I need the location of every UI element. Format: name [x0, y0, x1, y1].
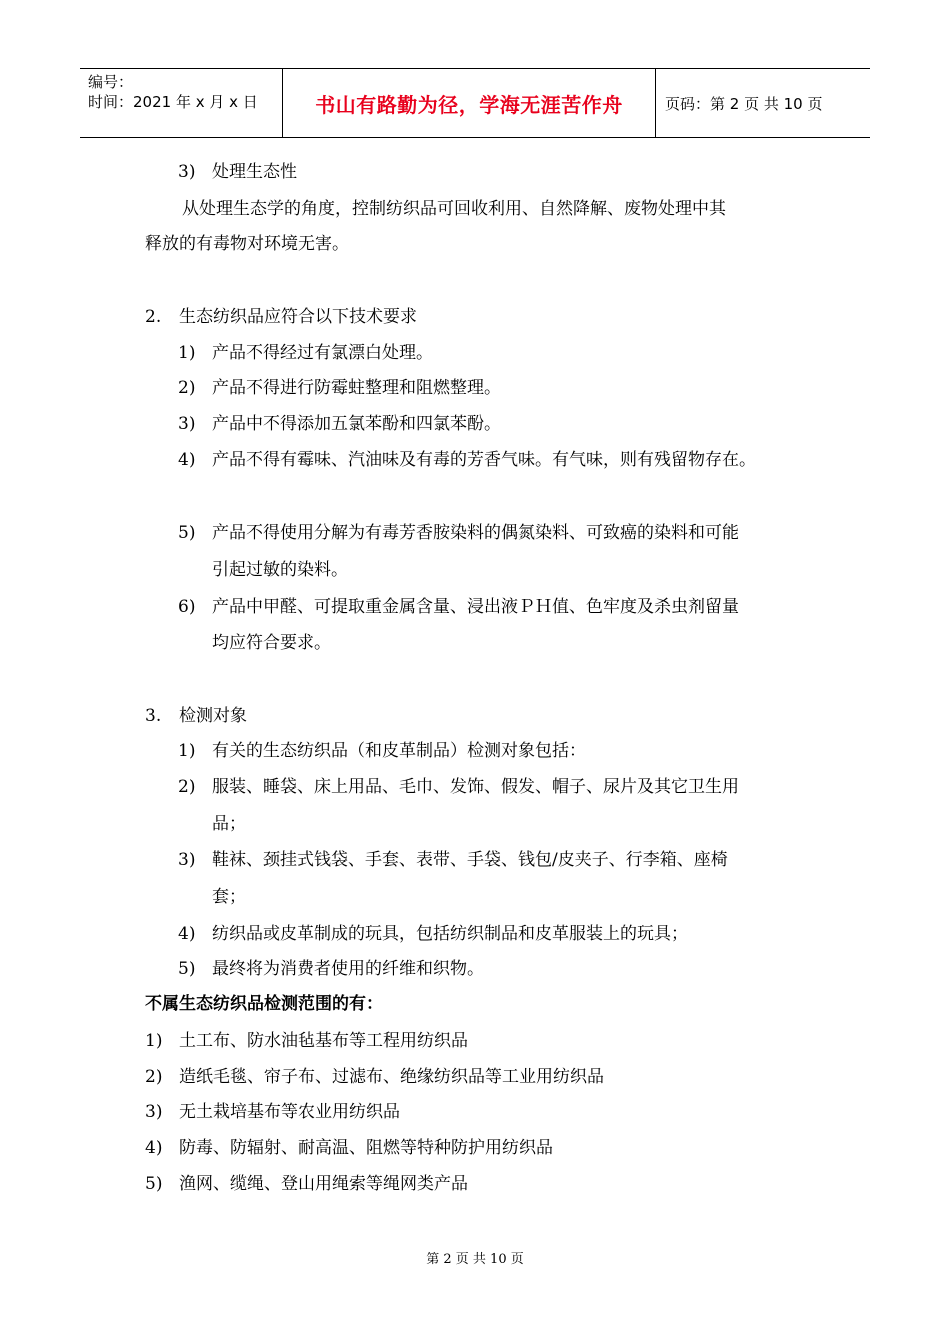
page-header: [80, 68, 870, 138]
item-continuation: 品；: [212, 814, 246, 834]
item-text: 最终将为消费者使用的纤维和织物。: [212, 959, 484, 979]
list-item: [178, 377, 501, 399]
motto-text: 书山有路勤为径，学海无涯苦作舟: [315, 92, 623, 117]
section-heading: [145, 705, 247, 727]
list-item: [178, 849, 728, 871]
list-item: [178, 161, 297, 183]
item-number: 2): [145, 1067, 163, 1087]
exclusions-heading: 不属生态纺织品检测范围的有：: [145, 994, 383, 1014]
item-text: 产品不得使用分解为有毒芳香胺染料的偶氮染料、可致癌的染料和可能: [212, 523, 739, 543]
item-text: 防毒、防辐射、耐高温、阻燃等特种防护用纺织品: [179, 1138, 553, 1158]
page-footer: 第 2 页 共 10 页: [426, 1252, 524, 1267]
item-number: 4): [178, 450, 196, 470]
list-item: [178, 776, 739, 798]
section-title: 检测对象: [179, 706, 247, 726]
item-number: 3): [145, 1102, 163, 1122]
item-text: 纺织品或皮革制成的玩具，包括纺织制品和皮革服装上的玩具；: [212, 924, 688, 944]
paragraph-line: 释放的有毒物对环境无害。: [145, 234, 349, 254]
list-item: [145, 1030, 468, 1052]
item-text: 有关的生态纺织品（和皮革制品）检测对象包括：: [212, 741, 586, 761]
section-title: 生态纺织品应符合以下技术要求: [179, 307, 417, 327]
list-item: [145, 1173, 468, 1195]
item-text: 无土栽培基布等农业用纺织品: [179, 1102, 400, 1122]
list-item: [145, 1066, 604, 1088]
list-item: [178, 342, 433, 364]
item-number: 2): [178, 378, 196, 398]
header-page-cell: [655, 69, 880, 137]
list-item: [178, 596, 739, 618]
page-number-label: 页码：第 2 页 共 10 页: [665, 94, 823, 113]
section-number: 3.: [145, 706, 162, 726]
item-text: 处理生态性: [212, 162, 297, 182]
item-number: 6): [178, 597, 196, 617]
item-text: 产品不得有霉味、汽油味及有毒的芳香气味。有气味，则有残留物存在。: [212, 450, 756, 470]
date-label: 时间：2021 年 x 月 x 日: [88, 93, 258, 111]
item-text: 服装、睡袋、床上用品、毛巾、发饰、假发、帽子、尿片及其它卫生用: [212, 777, 739, 797]
item-number: 5): [145, 1174, 163, 1194]
paragraph-line: 从处理生态学的角度，控制纺织品可回收利用、自然降解、废物处理中其: [182, 199, 726, 219]
list-item: [178, 740, 586, 762]
document-number-label: 编号：: [88, 73, 134, 91]
item-text: 产品中不得添加五氯苯酚和四氯苯酚。: [212, 414, 501, 434]
item-number: 3): [178, 414, 196, 434]
item-text: 产品不得经过有氯漂白处理。: [212, 343, 433, 363]
item-continuation: 引起过敏的染料。: [212, 560, 348, 580]
item-number: 1): [178, 741, 196, 761]
item-number: 3): [178, 850, 196, 870]
header-left-cell: [80, 69, 282, 137]
item-number: 4): [145, 1138, 163, 1158]
list-item: [178, 958, 484, 980]
item-text: 造纸毛毯、帘子布、过滤布、绝缘纺织品等工业用纺织品: [179, 1067, 604, 1087]
item-text: 产品不得进行防霉蛀整理和阻燃整理。: [212, 378, 501, 398]
header-motto-cell: [282, 69, 656, 137]
item-number: 2): [178, 777, 196, 797]
item-text: 鞋袜、颈挂式钱袋、手套、表带、手袋、钱包/皮夹子、行李箱、座椅: [212, 850, 728, 870]
section-number: 2.: [145, 307, 162, 327]
item-number: 4): [178, 924, 196, 944]
list-item: [178, 923, 688, 945]
list-item: [178, 413, 501, 435]
item-text: 渔网、缆绳、登山用绳索等绳网类产品: [179, 1174, 468, 1194]
item-continuation: 均应符合要求。: [212, 633, 331, 653]
list-item: [145, 1137, 553, 1159]
section-heading: [145, 306, 417, 328]
item-number: 1): [145, 1031, 163, 1051]
item-number: 5): [178, 959, 196, 979]
item-text: 土工布、防水油毡基布等工程用纺织品: [179, 1031, 468, 1051]
list-item: [178, 449, 756, 471]
item-number: 5): [178, 523, 196, 543]
item-continuation: 套；: [212, 887, 246, 907]
item-number: 3): [178, 162, 196, 182]
item-number: 1): [178, 343, 196, 363]
list-item: [178, 522, 739, 544]
list-item: [145, 1101, 400, 1123]
item-text: 产品中甲醛、可提取重金属含量、浸出液ＰＨ值、色牢度及杀虫剂留量: [212, 597, 739, 617]
